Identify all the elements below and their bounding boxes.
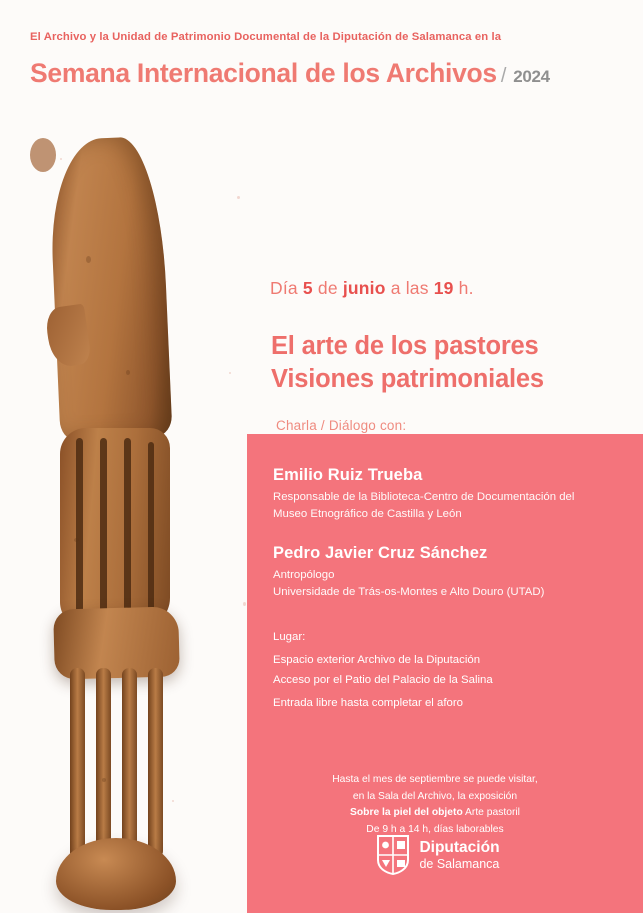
venue-line2: Acceso por el Patio del Palacio de la Salina [273, 673, 493, 686]
speaker-role-line: Antropólogo [273, 569, 335, 582]
wood-grain [74, 538, 79, 542]
exhibition-subtitle: Arte pastoril [462, 807, 520, 819]
figure-leg [148, 668, 163, 858]
page-title [30, 58, 617, 89]
speaker-name: Pedro Javier Cruz Sánchez [273, 544, 488, 563]
wood-grain [86, 256, 91, 263]
date-prefix: Día [270, 278, 298, 298]
event-format-label: Charla / Diálogo con: [276, 418, 407, 433]
event-title [271, 330, 629, 395]
event-datetime [270, 278, 474, 299]
institution-logo [247, 834, 629, 876]
venue-block [273, 628, 493, 690]
exhibition-hours: De 9 h a 14 h, días laborables [366, 824, 504, 836]
campaign-title: Semana Internacional de los Archivos [30, 57, 497, 88]
exhibition-line3 [247, 805, 623, 822]
speaker-entry [273, 466, 623, 522]
artifact-photo [0, 120, 250, 913]
venue-line1: Espacio exterior Archivo de la Diputación [273, 654, 481, 667]
exhibition-title: Sobre la piel del objeto [350, 807, 463, 819]
time-prefix: a las [390, 278, 429, 298]
figure-head-tip [44, 304, 92, 369]
title-separator: / [500, 64, 507, 87]
logo-line1: Diputación [419, 839, 500, 857]
date-day: 5 [302, 278, 313, 298]
venue-label: Lugar: [273, 631, 306, 643]
admission-note: Entrada libre hasta completar el aforo [273, 697, 463, 709]
figure-knob [30, 138, 56, 172]
exhibition-line2: en la Sala del Archivo, la exposición [352, 790, 518, 802]
poster-header [30, 30, 617, 89]
time-value: 19 [433, 278, 454, 298]
exhibition-note [247, 772, 623, 839]
exhibition-line1: Hasta el mes de septiembre se puede visitar, [332, 774, 538, 785]
date-join: de [317, 278, 338, 298]
speaker-role-line: Museo Etnográfico de Castilla y León [273, 507, 462, 520]
event-title-line2: Visiones patrimoniales [271, 364, 544, 393]
speakers-list [273, 466, 623, 600]
speaker-role-line: Universidade de Trás-os-Montes e Alto Douro (UTAD) [273, 585, 545, 598]
coat-of-arms-icon [376, 834, 410, 876]
campaign-year: 2024 [513, 66, 550, 86]
figure-slot [76, 438, 83, 613]
time-suffix: h. [458, 278, 474, 298]
date-month: junio [342, 278, 386, 298]
wood-grain [126, 370, 130, 375]
speaker-name: Emilio Ruiz Trueba [273, 466, 423, 484]
figure-slot [100, 438, 107, 613]
speaker-entry [273, 544, 623, 600]
wood-grain [102, 778, 106, 782]
carved-wood-figure [30, 138, 225, 898]
header-kicker: El Archivo y la Unidad de Patrimonio Documental de la Diputación de Salamanca en la [30, 31, 502, 43]
logo-wordmark [419, 839, 499, 870]
event-title-line1: El arte de los pastores [271, 332, 539, 360]
figure-slot [148, 442, 154, 610]
figure-upper-body [48, 136, 173, 441]
logo-line2: de Salamanca [419, 856, 500, 871]
speaker-role-line: Responsable de la Biblioteca-Centro de Documentación del [273, 491, 575, 503]
figure-slot [124, 438, 131, 613]
info-panel [247, 434, 643, 913]
